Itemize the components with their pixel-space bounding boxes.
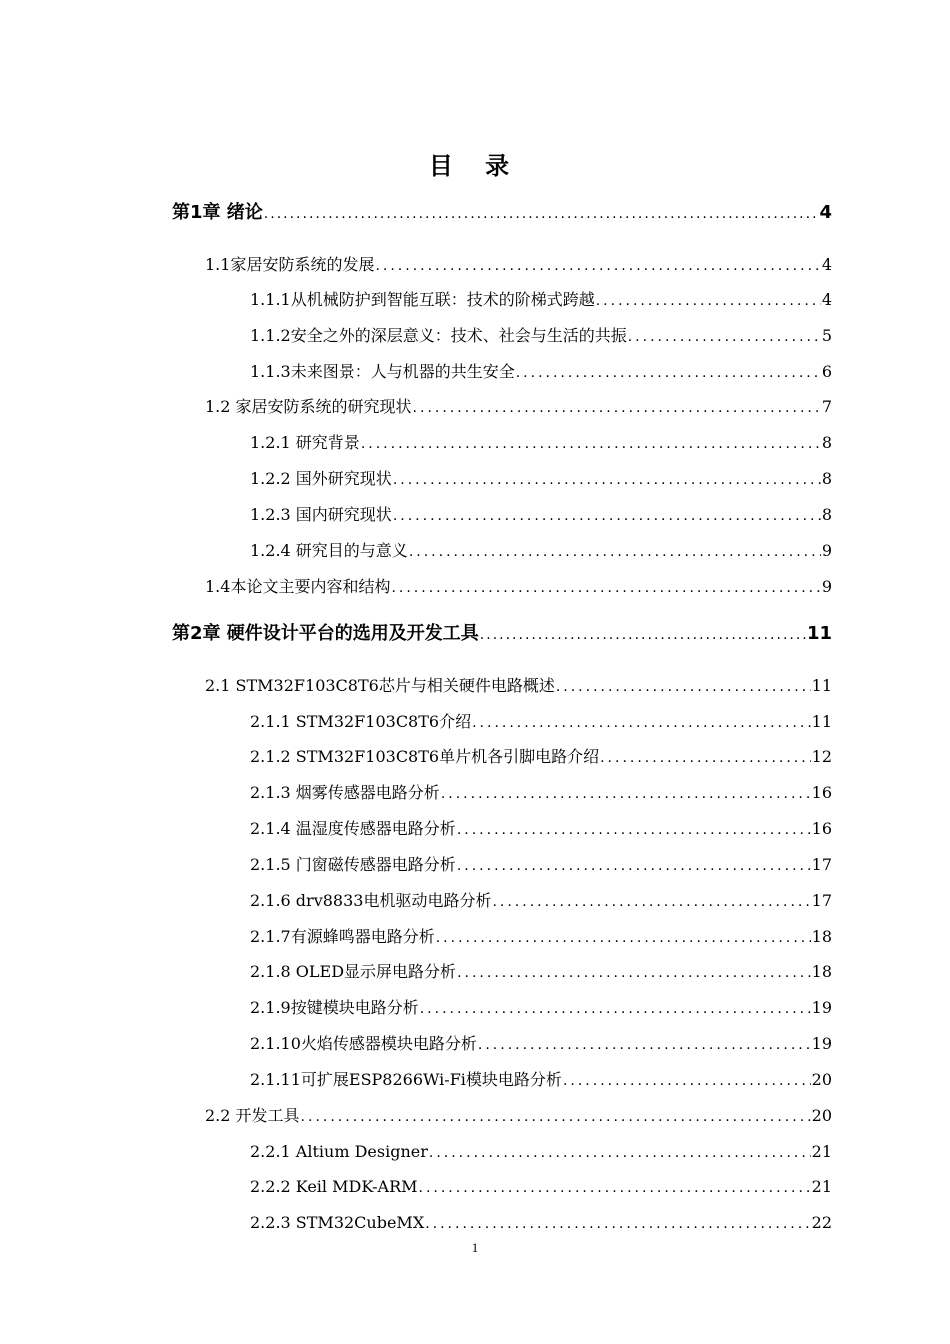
toc-entry-page: 4 — [819, 202, 832, 223]
toc-entry-label: 1.2 家居安防系统的研究现状 — [205, 397, 412, 416]
toc-entry-label: 2.2.1 Altium Designer — [250, 1142, 428, 1161]
dot-leader — [457, 818, 811, 842]
toc-entry-label: 2.1.1 STM32F103C8T6介绍 — [250, 712, 472, 731]
toc-entry[interactable] — [250, 889, 832, 913]
dot-leader — [413, 396, 821, 420]
dot-leader — [375, 254, 820, 278]
toc-entry-label: 1.2.4 研究目的与意义 — [250, 541, 408, 560]
page-number: 1 — [471, 1240, 479, 1255]
toc-entry-label: 2.2.2 Keil MDK-ARM — [250, 1177, 418, 1196]
page-title: 目 录 — [428, 152, 522, 180]
toc-entry[interactable] — [250, 960, 832, 984]
dot-leader — [419, 1176, 811, 1200]
toc-entry[interactable] — [250, 324, 832, 348]
toc-entry-label: 2.1.6 drv8833电机驱动电路分析 — [250, 891, 492, 910]
toc-entry-label: 2.1.11可扩展ESP8266Wi-Fi模块电路分析 — [250, 1070, 562, 1089]
toc-entry-label: 1.1家居安防系统的发展 — [205, 255, 375, 274]
dot-leader — [429, 1141, 811, 1165]
dot-leader — [600, 746, 811, 770]
toc-entry-page: 21 — [811, 1177, 832, 1196]
toc-entry[interactable] — [250, 925, 832, 949]
toc-entry-page: 6 — [821, 362, 832, 381]
toc-entry[interactable] — [250, 853, 832, 877]
toc-entry[interactable] — [250, 996, 832, 1020]
toc-entry-page: 7 — [821, 397, 832, 416]
toc-entry-label: 1.2.2 国外研究现状 — [250, 469, 392, 488]
toc-entry[interactable] — [205, 1104, 832, 1128]
toc-entry-page: 17 — [811, 855, 832, 874]
dot-leader — [301, 1105, 811, 1129]
toc-entry-label: 2.1.2 STM32F103C8T6单片机各引脚电路介绍 — [250, 747, 600, 766]
toc-entry-page: 22 — [811, 1213, 832, 1232]
dot-leader — [516, 361, 821, 385]
dot-leader — [480, 623, 806, 647]
toc-entry-page: 8 — [821, 469, 832, 488]
toc-entry-label: 1.1.2安全之外的深层意义：技术、社会与生活的共振 — [250, 326, 627, 345]
dot-leader — [425, 1212, 810, 1236]
dot-leader — [472, 711, 811, 735]
toc-entry-page: 20 — [811, 1106, 832, 1125]
toc-entry[interactable] — [250, 817, 832, 841]
dot-leader — [361, 432, 821, 456]
toc-entry[interactable] — [250, 1068, 832, 1092]
toc-entry-label: 2.2.3 STM32CubeMX — [250, 1213, 425, 1232]
toc-entry[interactable] — [250, 467, 832, 491]
toc-entry[interactable] — [205, 575, 832, 599]
toc-entry[interactable] — [205, 395, 832, 419]
toc-entry-label: 1.1.3未来图景：人与机器的共生安全 — [250, 362, 515, 381]
toc-entry[interactable] — [250, 431, 832, 455]
dot-leader — [391, 576, 820, 600]
toc-entry-label: 2.1.9按键模块电路分析 — [250, 998, 419, 1017]
toc-entry-label: 2.1.8 OLED显示屏电路分析 — [250, 962, 457, 981]
toc-entry-label: 第1章 绪论 — [172, 202, 263, 223]
toc-entry[interactable] — [250, 1211, 832, 1235]
toc-entry[interactable] — [250, 1140, 832, 1164]
toc-entry-page: 4 — [821, 255, 832, 274]
dot-leader — [393, 504, 821, 528]
toc-entry-label: 1.4本论文主要内容和结构 — [205, 577, 391, 596]
toc-entry-label: 2.1.3 烟雾传感器电路分析 — [250, 783, 440, 802]
dot-leader — [596, 289, 821, 313]
toc-entry-page: 17 — [811, 891, 832, 910]
dot-leader — [441, 782, 811, 806]
toc-entry-page: 8 — [821, 433, 832, 452]
dot-leader — [436, 926, 811, 950]
toc-entry-label: 2.1 STM32F103C8T6芯片与相关硬件电路概述 — [205, 676, 555, 695]
dot-leader — [264, 202, 819, 226]
dot-leader — [393, 468, 821, 492]
toc-entry[interactable] — [250, 1032, 832, 1056]
toc-entry-chapter-1[interactable] — [172, 201, 832, 225]
toc-entry-page: 4 — [821, 290, 832, 309]
toc-entry-chapter-2[interactable] — [172, 622, 832, 646]
toc-entry[interactable] — [205, 674, 832, 698]
toc-entry[interactable] — [250, 781, 832, 805]
dot-leader — [478, 1033, 811, 1057]
dot-leader — [409, 540, 821, 564]
dot-leader — [628, 325, 821, 349]
toc-entry-label: 1.2.1 研究背景 — [250, 433, 360, 452]
toc-entry-page: 9 — [821, 541, 832, 560]
toc-entry[interactable] — [250, 539, 832, 563]
toc-entry-label: 2.1.5 门窗磁传感器电路分析 — [250, 855, 456, 874]
toc-entry-page: 12 — [811, 747, 832, 766]
toc-entry[interactable] — [250, 360, 832, 384]
toc-entry-label: 2.1.10火焰传感器模块电路分析 — [250, 1034, 477, 1053]
toc-entry[interactable] — [205, 253, 832, 277]
toc-entry-page: 5 — [821, 326, 832, 345]
toc-entry-label: 1.2.3 国内研究现状 — [250, 505, 392, 524]
toc-entry[interactable] — [250, 288, 832, 312]
toc-entry[interactable] — [250, 503, 832, 527]
toc-entry-page: 19 — [811, 1034, 832, 1053]
toc-entry[interactable] — [250, 745, 832, 769]
toc-entry-label: 2.1.7有源蜂鸣器电路分析 — [250, 927, 435, 946]
toc-entry-label: 第2章 硬件设计平台的选用及开发工具 — [172, 623, 479, 644]
dot-leader — [420, 997, 811, 1021]
toc-entry-page: 11 — [811, 676, 832, 695]
toc-entry-page: 11 — [811, 712, 832, 731]
toc-entry[interactable] — [250, 1175, 832, 1199]
toc-entry-page: 11 — [806, 623, 832, 644]
toc-entry-page: 20 — [811, 1070, 832, 1089]
toc-entry-label: 2.1.4 温湿度传感器电路分析 — [250, 819, 456, 838]
dot-leader — [492, 890, 810, 914]
toc-entry-page: 18 — [811, 962, 832, 981]
toc-entry[interactable] — [250, 710, 832, 734]
dot-leader — [457, 961, 811, 985]
toc-entry-page: 16 — [811, 819, 832, 838]
toc-entry-label: 2.2 开发工具 — [205, 1106, 300, 1125]
toc-entry-page: 9 — [821, 577, 832, 596]
toc-entry-page: 19 — [811, 998, 832, 1017]
toc-entry-page: 21 — [811, 1142, 832, 1161]
dot-leader — [556, 675, 811, 699]
toc-entry-page: 18 — [811, 927, 832, 946]
toc-entry-page: 16 — [811, 783, 832, 802]
toc-entry-label: 1.1.1从机械防护到智能互联：技术的阶梯式跨越 — [250, 290, 595, 309]
dot-leader — [457, 854, 811, 878]
dot-leader — [563, 1069, 811, 1093]
toc-entry-page: 8 — [821, 505, 832, 524]
